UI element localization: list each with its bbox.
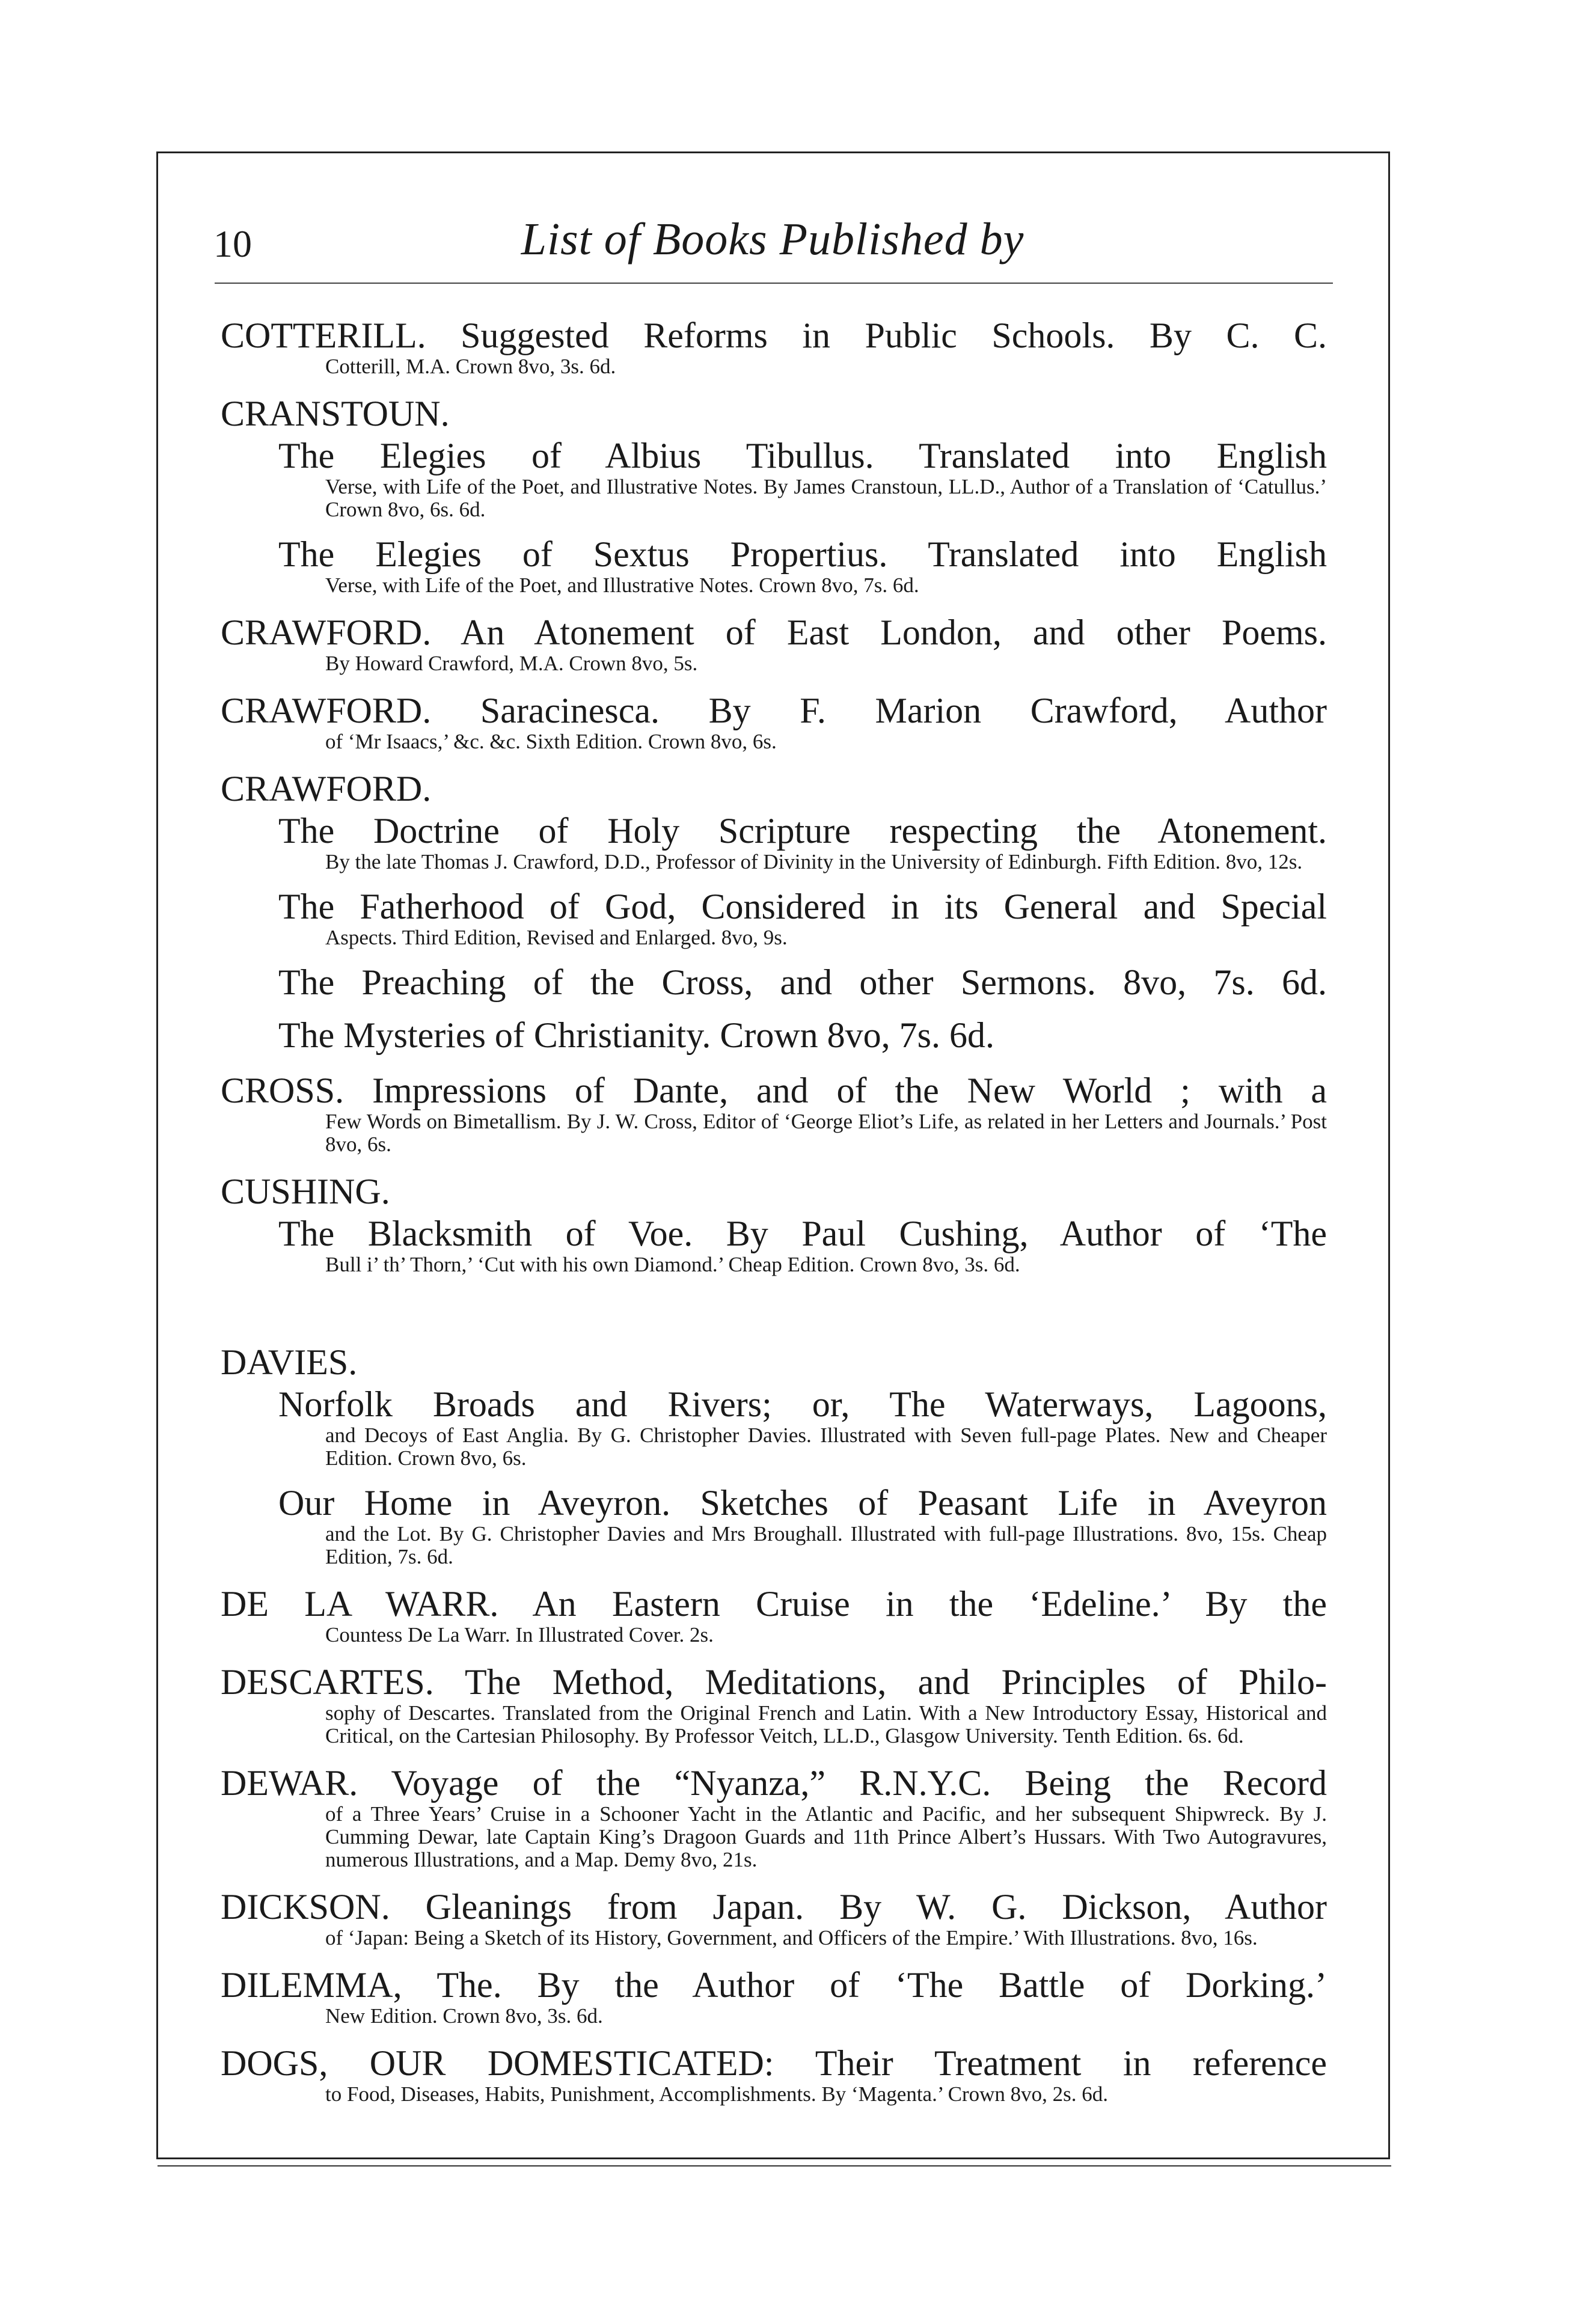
entry-title: DICKSON. Gleanings from Japan. By W. G. Dickson, Author: [221, 1887, 1327, 1927]
entry-title: DOGS, OUR DOMESTICATED: Their Treatment in reference: [221, 2043, 1327, 2083]
entry-description: of ‘Mr Isaacs,’ &c. &c. Sixth Edition. Crown 8vo, 6s.: [325, 730, 777, 753]
subentry-description: Verse, with Life of the Poet, and Illustrative Notes. By James Cranstoun, LL.D., Author of a Translation of ‘Catullus.’ Crown 8vo, 6s. 6d.: [325, 475, 1327, 521]
entry-title: DESCARTES. The Method, Meditations, and Principles of Philo-: [221, 1662, 1327, 1702]
entry-description: By Howard Crawford, M.A. Crown 8vo, 5s.: [325, 652, 698, 675]
subentry-title: The Elegies of Sextus Propertius. Translated into English: [278, 534, 1327, 574]
entry-title: CROSS. Impressions of Dante, and of the New World ; with a: [221, 1071, 1327, 1110]
subentry-description: Bull i’ th’ Thorn,’ ‘Cut with his own Diamond.’ Cheap Edition. Crown 8vo, 3s. 6d.: [325, 1253, 1020, 1276]
subentry-description: Verse, with Life of the Poet, and Illustrative Notes. Crown 8vo, 7s. 6d.: [325, 573, 919, 597]
header-rule: [215, 283, 1333, 284]
book-entry: [221, 316, 1327, 378]
page-number: 10: [213, 222, 252, 265]
book-subentry: [278, 1384, 1327, 1470]
subentry-title: The Blacksmith of Voe. By Paul Cushing, Author of ‘The: [278, 1214, 1327, 1253]
book-entry: [221, 691, 1327, 753]
entry-description: sophy of Descartes. Translated from the Original French and Latin. With a New Introductory Essay, Historical and Critical, on the Cartesian Philosophy. By Professor Veitch, LL.D., Glasgow University. Tenth Edition. 6s. 6d.: [325, 1701, 1327, 1748]
entry-title: CRAWFORD. An Atonement of East London, and other Poems.: [221, 613, 1327, 652]
subentry-description: Aspects. Third Edition, Revised and Enlarged. 8vo, 9s.: [325, 926, 788, 949]
book-entry: [221, 1763, 1327, 1871]
entry-description: Countess De La Warr. In Illustrated Cover. 2s.: [325, 1623, 714, 1647]
subentry-title: Norfolk Broads and Rivers; or, The Waterways, Lagoons,: [278, 1384, 1327, 1424]
book-subentry: [278, 962, 1327, 1002]
entry-description: New Edition. Crown 8vo, 3s. 6d.: [325, 2004, 603, 2028]
book-subentry: [278, 1015, 1327, 1055]
book-entry: [221, 1662, 1327, 1748]
book-entry: [221, 1887, 1327, 1949]
running-title: List of Books Published by: [521, 214, 1024, 265]
subentry-title: The Fatherhood of God, Considered in its General and Special: [278, 887, 1327, 926]
book-list: [221, 316, 1327, 2121]
book-entry: [221, 1965, 1327, 2028]
entry-description: of a Three Years’ Cruise in a Schooner Yacht in the Atlantic and Pacific, and her subsequent Shipwreck. By J. Cumming Dewar, late Captain King’s Dragoon Guards and 11th Prince Albert’s Hussars. With Two Autogravures, numerous Illustrations, and a Map. Demy 8vo, 21s.: [325, 1802, 1327, 1871]
entry-description: to Food, Diseases, Habits, Punishment, Accomplishments. By ‘Magenta.’ Crown 8vo, 2s. 6d.: [325, 2082, 1109, 2106]
page-frame: [156, 151, 1390, 2159]
page-header: [213, 213, 1332, 286]
entry-author: CRANSTOUN.: [221, 394, 450, 433]
author-entry: [221, 769, 1327, 1055]
book-subentry: [278, 534, 1327, 597]
author-entry: [221, 1172, 1327, 1276]
author-entry: [221, 1342, 1327, 1568]
entry-title: DILEMMA, The. By the Author of ‘The Battle of Dorking.’: [221, 1965, 1327, 2005]
entry-title: DEWAR. Voyage of the “Nyanza,” R.N.Y.C. Being the Record: [221, 1763, 1327, 1803]
book-entry: [221, 2043, 1327, 2106]
subentry-description: and Decoys of East Anglia. By G. Christopher Davies. Illustrated with Seven full-page Plates. New and Cheaper Edition. Crown 8vo, 6s.: [325, 1423, 1327, 1470]
entry-author: DAVIES.: [221, 1342, 358, 1382]
book-entry: [221, 1584, 1327, 1647]
subentry-description: By the late Thomas J. Crawford, D.D., Professor of Divinity in the University of Edinburgh. Fifth Edition. 8vo, 12s.: [325, 850, 1303, 873]
entry-title: COTTERILL. Suggested Reforms in Public Schools. By C. C.: [221, 316, 1327, 355]
book-subentry: [278, 1483, 1327, 1568]
entry-title: CRAWFORD. Saracinesca. By F. Marion Crawford, Author: [221, 691, 1327, 730]
subentry-title: The Elegies of Albius Tibullus. Translated into English: [278, 436, 1327, 476]
subentry-title: The Doctrine of Holy Scripture respecting the Atonement.: [278, 811, 1327, 851]
book-subentry: [278, 887, 1327, 949]
book-entry: [221, 1071, 1327, 1156]
subentry-title: Our Home in Aveyron. Sketches of Peasant Life in Aveyron: [278, 1483, 1327, 1523]
entry-author: CRAWFORD.: [221, 769, 432, 809]
book-entry: [221, 613, 1327, 675]
entry-description: Few Words on Bimetallism. By J. W. Cross, Editor of ‘George Eliot’s Life, as related in her Letters and Journals.’ Post 8vo, 6s.: [325, 1110, 1327, 1156]
book-subentry: [278, 811, 1327, 873]
entry-title: DE LA WARR. An Eastern Cruise in the ‘Edeline.’ By the: [221, 1584, 1327, 1624]
bottom-rule: [158, 2165, 1391, 2167]
entry-description: Cotterill, M.A. Crown 8vo, 3s. 6d.: [325, 355, 616, 378]
subentry-title: The Mysteries of Christianity. Crown 8vo, 7s. 6d.: [278, 1015, 995, 1055]
entry-description: of ‘Japan: Being a Sketch of its History, Government, and Officers of the Empire.’ With Illustrations. 8vo, 16s.: [325, 1926, 1258, 1949]
subentry-description: and the Lot. By G. Christopher Davies and Mrs Broughall. Illustrated with full-page Illustrations. 8vo, 15s. Cheap Edition, 7s. 6d.: [325, 1522, 1327, 1568]
book-subentry: [278, 436, 1327, 521]
author-entry: [221, 394, 1327, 597]
subentry-title: The Preaching of the Cross, and other Sermons. 8vo, 7s. 6d.: [278, 962, 1327, 1002]
book-subentry: [278, 1214, 1327, 1276]
entry-author: CUSHING.: [221, 1172, 390, 1211]
